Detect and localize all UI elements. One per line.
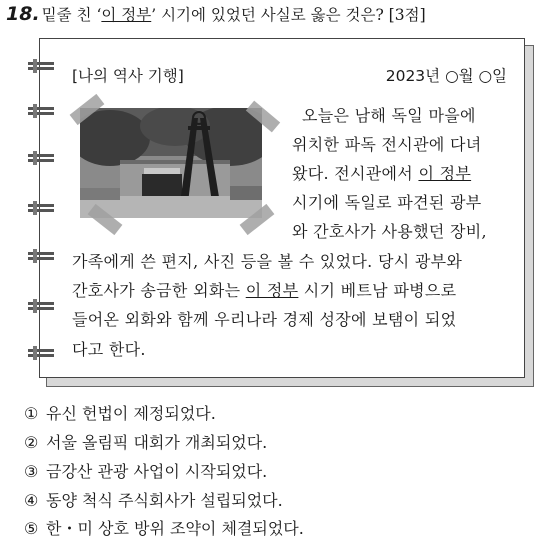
diary-title: [나의 역사 기행]: [72, 67, 184, 85]
diary-line: 시기에 독일로 파견된 광부: [292, 193, 482, 212]
answer-choice-2[interactable]: ② 서울 올림픽 대회가 개최되었다.: [24, 433, 268, 452]
question-header: [6, 3, 426, 25]
question-text-after: ’ 시기에 있었던 사실로 옳은 것은? [3점]: [151, 6, 426, 24]
diary-line: 와 간호사가 사용했던 장비,: [292, 222, 487, 241]
diary-line: 오늘은 남해 독일 마을에: [302, 106, 476, 125]
answer-choice-4[interactable]: ④ 동양 척식 주식회사가 설립되었다.: [24, 491, 283, 510]
underlined-phrase: 이 정부: [245, 281, 299, 300]
diary-line: 간호사가 송금한 외화는 이 정부 시기 베트남 파병으로: [72, 281, 457, 300]
diary-line: 왔다. 전시관에서 이 정부: [292, 164, 472, 183]
spiral-ring-icon: [27, 149, 55, 167]
answer-choice-1[interactable]: ① 유신 헌법이 제정되었다.: [24, 404, 216, 423]
answer-choice-5[interactable]: ⑤ 한・미 상호 방위 조약이 체결되었다.: [24, 519, 304, 538]
diary-line: 들어온 외화와 함께 우리나라 경제 성장에 보탬이 되었: [72, 310, 457, 329]
diary-line: 다고 한다.: [72, 340, 146, 359]
spiral-ring-icon: [27, 57, 55, 75]
answer-choice-3[interactable]: ③ 금강산 관광 사업이 시작되었다.: [24, 462, 268, 481]
diary-line: 위치한 파독 전시관에 다녀: [292, 135, 482, 154]
question-number: 18.: [6, 3, 40, 25]
underlined-phrase: 이 정부: [418, 164, 472, 183]
question-text-before: 밑줄 친 ‘: [41, 6, 102, 24]
question-underlined: 이 정부: [101, 6, 152, 24]
spiral-ring-icon: [27, 102, 55, 120]
diary-line: 가족에게 쓴 편지, 사진 등을 볼 수 있었다. 당시 광부와: [72, 252, 463, 271]
spiral-ring-icon: [27, 199, 55, 217]
museum-photo: [80, 108, 262, 218]
spiral-ring-icon: [27, 344, 55, 362]
diary-date: 2023년 ○월 ○일: [385, 67, 507, 85]
spiral-ring-icon: [27, 247, 55, 265]
spiral-ring-icon: [27, 297, 55, 315]
